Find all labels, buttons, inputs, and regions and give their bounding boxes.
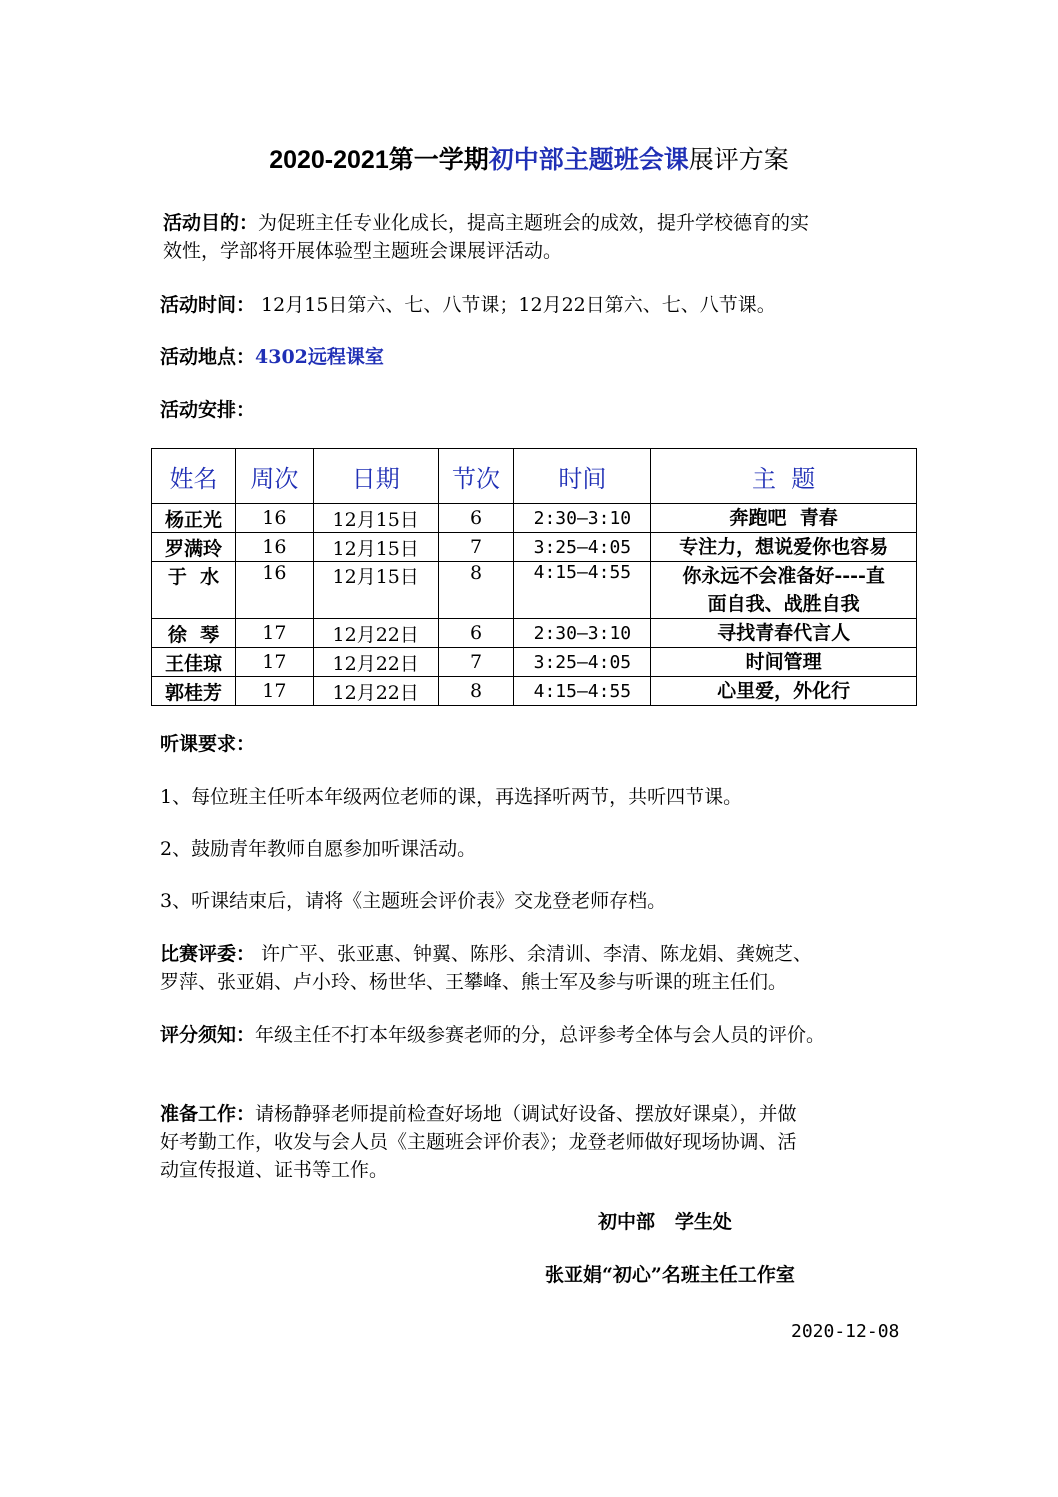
cell-week: 17 xyxy=(235,619,313,648)
header-name: 姓名 xyxy=(152,449,236,504)
cell-period: 6 xyxy=(438,619,514,648)
cell-period: 8 xyxy=(438,677,514,706)
cell-topic: 奔跑吧 青春 xyxy=(651,504,917,533)
signature-date: 2020-12-08 xyxy=(791,1321,900,1342)
purpose-label: 活动目的： xyxy=(163,212,259,234)
purpose-text2: 效性，学部将开展体验型主题班会课展评活动。 xyxy=(163,240,563,262)
cell-topic: 寻找青春代言人 xyxy=(651,619,917,648)
requirement-item-1: 1、每位班主任听本年级两位老师的课，再选择听两节，共听四节课。 xyxy=(160,786,743,808)
cell-week: 16 xyxy=(235,504,313,533)
cell-topic-line2: 面自我、战胜自我 xyxy=(707,593,860,615)
cell-topic: 专注力，想说爱你也容易 xyxy=(651,533,917,562)
table-row xyxy=(152,533,917,562)
cell-topic xyxy=(651,562,917,619)
table-header-row xyxy=(152,449,917,504)
cell-name: 徐 琴 xyxy=(152,619,236,648)
title-suffix: 展评方案 xyxy=(688,145,789,174)
time-value: 12月15日第六、七、八节课；12月22日第六、七、八节课。 xyxy=(255,294,776,316)
cell-date: 12月15日 xyxy=(313,504,438,533)
prep-text3: 动宣传报道、证书等工作。 xyxy=(160,1159,389,1181)
cell-time: 2:30—3:10 xyxy=(514,504,651,533)
prep-label: 准备工作： xyxy=(160,1103,256,1125)
title-term: 第一学期 xyxy=(388,145,489,174)
cell-time: 4:15—4:55 xyxy=(514,562,651,619)
cell-topic: 时间管理 xyxy=(651,648,917,677)
schedule-table xyxy=(151,448,917,706)
signature-studio: 张亚娟“初心”名班主任工作室 xyxy=(545,1264,795,1286)
judges-label: 比赛评委： xyxy=(160,943,256,965)
prep-text1: 请杨静驿老师提前检查好场地（调试好设备、摆放好课桌），并做 xyxy=(255,1103,797,1125)
requirements-label: 听课要求： xyxy=(160,733,256,755)
table-row xyxy=(152,677,917,706)
cell-name: 郭桂芳 xyxy=(152,677,236,706)
place-line xyxy=(160,342,384,372)
requirement-item-2: 2、鼓励青年教师自愿参加听课活动。 xyxy=(160,838,477,860)
cell-name: 于 水 xyxy=(152,562,236,619)
header-topic: 主 题 xyxy=(651,449,917,504)
title-highlight: 初中部主题班会课 xyxy=(488,145,689,174)
purpose-text1: 为促班主任专业化成长，提高主题班会的成效，提升学校德育的实 xyxy=(258,212,810,234)
scoring-line xyxy=(160,1020,825,1050)
purpose-line1 xyxy=(163,208,809,238)
judges-text1: 许广平、张亚惠、钟翼、陈彤、余清训、李清、陈龙娟、龚婉芝、 xyxy=(255,943,813,965)
judges-line1 xyxy=(160,939,812,969)
arrangement-label: 活动安排： xyxy=(160,399,256,421)
signature-dept: 初中部 学生处 xyxy=(598,1211,732,1233)
cell-time: 2:30—3:10 xyxy=(514,619,651,648)
cell-date: 12月22日 xyxy=(313,619,438,648)
cell-time: 3:25—4:05 xyxy=(514,533,651,562)
cell-period: 8 xyxy=(438,562,514,619)
cell-date: 12月15日 xyxy=(313,533,438,562)
cell-week: 16 xyxy=(235,562,313,619)
prep-text2: 好考勤工作，收发与会人员《主题班会评价表》；龙登老师做好现场协调、活 xyxy=(160,1131,797,1153)
page-title xyxy=(0,140,1058,176)
place-value: 4302远程课室 xyxy=(255,346,384,368)
title-year: 2020-2021 xyxy=(269,146,389,174)
judges-text2: 罗萍、张亚娟、卢小玲、杨世华、王攀峰、熊士军及参与听课的班主任们。 xyxy=(160,971,788,993)
header-date: 日期 xyxy=(313,449,438,504)
table-row xyxy=(152,504,917,533)
cell-week: 17 xyxy=(235,677,313,706)
table-row xyxy=(152,562,917,619)
cell-date: 12月22日 xyxy=(313,677,438,706)
cell-week: 17 xyxy=(235,648,313,677)
header-time: 时间 xyxy=(514,449,651,504)
cell-period: 7 xyxy=(438,533,514,562)
header-week: 周次 xyxy=(235,449,313,504)
header-period: 节次 xyxy=(438,449,514,504)
place-label: 活动地点： xyxy=(160,346,256,368)
cell-week: 16 xyxy=(235,533,313,562)
scoring-value: 年级主任不打本年级参赛老师的分，总评参考全体与会人员的评价。 xyxy=(255,1024,826,1046)
cell-name: 罗满玲 xyxy=(152,533,236,562)
requirement-item-3: 3、听课结束后，请将《主题班会评价表》交龙登老师存档。 xyxy=(160,890,667,912)
table-row xyxy=(152,619,917,648)
cell-topic-line1: 你永远不会准备好----直 xyxy=(682,565,885,587)
cell-time: 3:25—4:05 xyxy=(514,648,651,677)
time-line xyxy=(160,290,776,320)
cell-topic: 心里爱，外化行 xyxy=(651,677,917,706)
cell-name: 王佳琼 xyxy=(152,648,236,677)
cell-time: 4:15—4:55 xyxy=(514,677,651,706)
cell-period: 7 xyxy=(438,648,514,677)
scoring-label: 评分须知： xyxy=(160,1024,256,1046)
time-label: 活动时间： xyxy=(160,294,256,316)
cell-name: 杨正光 xyxy=(152,504,236,533)
cell-date: 12月22日 xyxy=(313,648,438,677)
cell-period: 6 xyxy=(438,504,514,533)
prep-line1 xyxy=(160,1099,797,1129)
table-row xyxy=(152,648,917,677)
cell-date: 12月15日 xyxy=(313,562,438,619)
